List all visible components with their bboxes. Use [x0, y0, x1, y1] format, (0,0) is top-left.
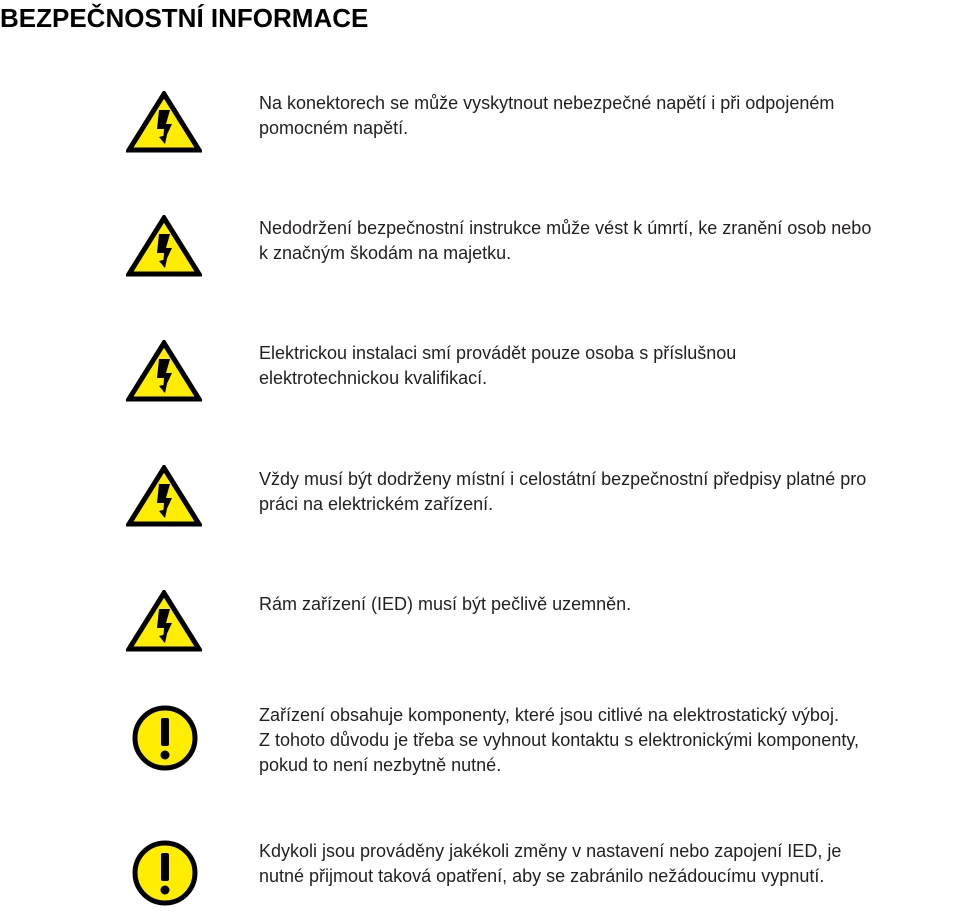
page-title: BEZPEČNOSTNÍ INFORMACE [0, 3, 369, 33]
caution-exclamation-icon [132, 840, 198, 906]
notice-text: Nedodržení bezpečnostní instrukce může vést k úmrtí, ke zranění osob nebo k značným škodám na majetku. [259, 218, 872, 263]
notice-text: Elektrickou instalaci smí provádět pouze osoba s příslušnou elektrotechnickou kvalifikací. [259, 343, 737, 388]
electrical-hazard-icon [126, 340, 202, 402]
notice-text: Rám zařízení (IED) musí být pečlivě uzemněn. [259, 594, 632, 614]
electrical-hazard-icon [126, 91, 202, 153]
caution-exclamation-icon [132, 705, 198, 771]
notice-text: Kdykoli jsou prováděny jakékoli změny v nastavení nebo zapojení IED, je nutné přijmout taková opatření, aby se zabránilo nežádoucímu vypnutí. [259, 841, 842, 886]
electrical-hazard-icon [126, 465, 202, 527]
notice-text: Na konektorech se může vyskytnout nebezpečné napětí i při odpojeném pomocném napětí. [259, 93, 835, 138]
notice-text: Zařízení obsahuje komponenty, které jsou citlivé na elektrostatický výboj. Z tohoto důvodu je třeba se vyhnout kontaktu s elektronickými komponenty, pokud to není nezbytně nutné. [259, 705, 859, 775]
notice-text: Vždy musí být dodrženy místní i celostátní bezpečnostní předpisy platné pro práci na elektrickém zařízení. [259, 469, 867, 514]
electrical-hazard-icon [126, 215, 202, 277]
electrical-hazard-icon [126, 590, 202, 652]
